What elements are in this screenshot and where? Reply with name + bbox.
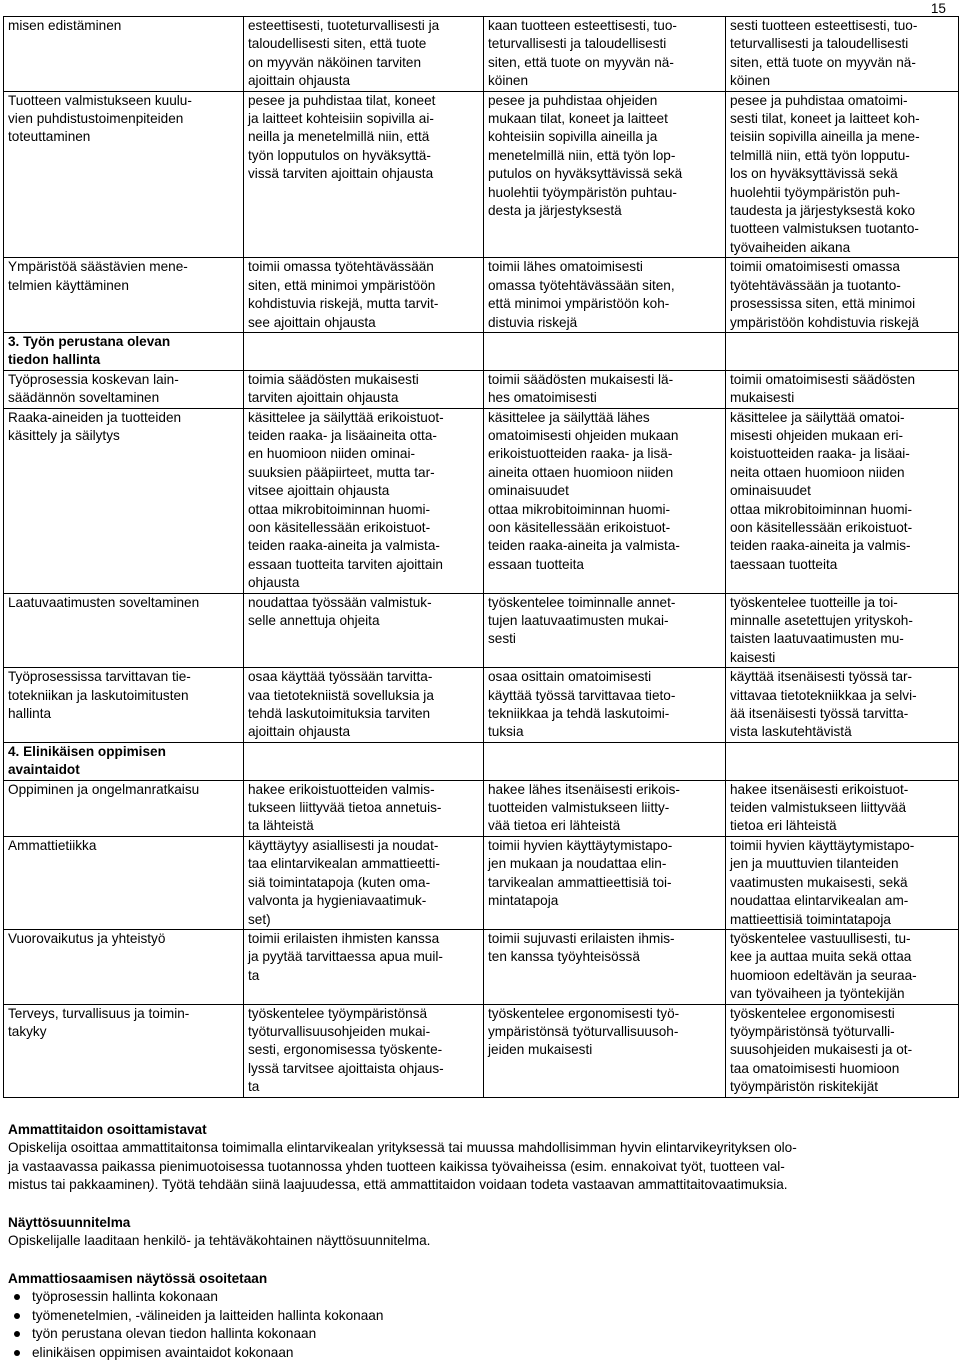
empty-cell	[484, 742, 726, 780]
table-row	[4, 593, 959, 668]
page-number: 15	[930, 1, 946, 16]
nayttosuunnitelma-heading: Näyttösuunnitelma	[8, 1215, 131, 1230]
list-item: työmenetelmien, -välineiden ja laitteiden hallinta kokonaan	[28, 1307, 948, 1325]
level-3-cell: käsittelee ja säilyttää omatoi- misesti ohjeiden mukaan eri- koistuotteiden raaka- ja lisäai- neita ottaen huomioon niiden ominaisuudet ottaa mikrobitoiminnan huomi- oon käsitellessään erikoistuot- teiden raaka-aineita ja valmis- taessaan tuotteita	[726, 408, 959, 593]
level-2-cell: työskentelee toiminnalle annet- tujen laatuvaatimusten mukai- sesti	[484, 593, 726, 668]
level-3-cell: hakee itsenäisesti erikoistuot- teiden valmistukseen liittyvää tietoa eri lähteistä	[726, 780, 959, 836]
criterion-cell: Laatuvaatimusten soveltaminen	[4, 593, 244, 668]
level-3-cell: työskentelee tuotteille ja toi- minnalle asetettujen yrityskoh- taisten laatuvaatimusten mu- kaisesti	[726, 593, 959, 668]
criterion-cell: Oppiminen ja ongelmanratkaisu	[4, 780, 244, 836]
level-2-cell: pesee ja puhdistaa ohjeiden mukaan tilat, koneet ja laitteet kohteisiin sopivilla aineilla ja menetelmillä niin, että työn lop- putulos on hyväksyttävissä sekä huolehtii työympäristön puhtau- desta ja järjestyksestä	[484, 91, 726, 258]
level-3-cell: pesee ja puhdistaa omatoimi- sesti tilat, koneet ja laitteet koh- teisiin sopivilla aineilla ja mene- telmillä niin, että työn lopputu- los on hyväksyttävissä sekä huolehtii työympäristön puh- taudesta ja järjestyksestä koko tuotteen valmistuksen tuotanto- työvaiheiden aikana	[726, 91, 959, 258]
level-3-cell: työskentelee vastuullisesti, tu- kee ja auttaa muita sekä ottaa huomioon edeltävän ja seuraa- van työvaiheen ja työntekijän	[726, 929, 959, 1004]
level-3-cell: sesti tuotteen esteettisesti, tuo- teturvallisesti ja taloudellisesti siten, että tuote on myyvän nä- köinen	[726, 17, 959, 92]
list-item: työprosessin hallinta kokonaan	[28, 1288, 948, 1306]
level-2-cell: toimii sujuvasti erilaisten ihmis- ten kanssa työyhteisössä	[484, 929, 726, 1004]
empty-cell	[244, 742, 484, 780]
osoittamistavat-section	[8, 1121, 948, 1195]
level-1-cell: esteettisesti, tuoteturvallisesti ja taloudellisesti siten, että tuote on myyvän näköinen tarviten ajoittain ohjausta	[244, 17, 484, 92]
level-2-cell: toimii hyvien käyttäytymistapo- jen mukaan ja noudattaa elin- tarvikealan ammattieettisiä toi- mintatapoja	[484, 836, 726, 929]
table-row	[4, 370, 959, 408]
osoittamistavat-heading: Ammattitaidon osoittamistavat	[8, 1122, 207, 1137]
level-1-cell: käyttäytyy asiallisesti ja noudat- taa elintarvikealan ammattieetti- siä toimintatapoja (kuten oma- valvonta ja hygieniavaatimuk- set)	[244, 836, 484, 929]
table-row	[4, 17, 959, 92]
osoittamistavat-text-b: . Työtä tehdään siinä laajuudessa, että ammattitaidon voidaan todeta vastaavan ammattitaitovaatimuksia.	[154, 1177, 788, 1193]
empty-cell	[726, 332, 959, 370]
section-title: 4. Elinikäisen oppimisen avaintaidot	[4, 742, 244, 780]
section-title: 3. Työn perustana olevan tiedon hallinta	[4, 332, 244, 370]
empty-cell	[244, 332, 484, 370]
list-item: elinikäisen oppimisen avaintaidot kokonaan	[28, 1344, 948, 1362]
level-2-cell: hakee lähes itsenäisesti erikois- tuotteiden valmistukseen liitty- vää tietoa eri lähteistä	[484, 780, 726, 836]
criterion-cell: Vuorovaikutus ja yhteistyö	[4, 929, 244, 1004]
level-3-cell: työskentelee ergonomisesti työympäristönsä työturvalli- suusohjeiden mukaisesti ja ot- taa omatoimisesti huomioon työympäristön riskitekijät	[726, 1004, 959, 1097]
table-row	[4, 258, 959, 333]
table-row	[4, 780, 959, 836]
empty-cell	[484, 332, 726, 370]
level-2-cell: kaan tuotteen esteettisesti, tuo- teturvallisesti ja taloudellisesti siten, että tuote on myyvän nä- köinen	[484, 17, 726, 92]
level-1-cell: käsittelee ja säilyttää erikoistuot- teiden raaka- ja lisäaineita otta- en huomioon niiden ominai- suuksien pääpiirteet, mutta tar- vitsee ajoittain ohjausta ottaa mikrobitoiminnan huomi- oon käsitellessään erikoistuot- teiden raaka-aineita ja valmista- essaan tuotteita tarviten ajoittain ohjausta	[244, 408, 484, 593]
table-row	[4, 668, 959, 743]
level-2-cell: toimii säädösten mukaisesti lä- hes omatoimisesti	[484, 370, 726, 408]
level-3-cell: toimii hyvien käyttäytymistapo- jen ja muuttuvien tilanteiden vaatimusten mukaisesti, sekä noudattaa elintarvikealan am- mattieettisiä toimintatapoja	[726, 836, 959, 929]
osoittamistavat-text-a: Opiskelija osoittaa ammattitaitonsa toimimalla elintarvikealan yrityksessä tai muussa mahdollisimman hyvin elintarvikeyrityksen olo- ja vastaavassa paikassa pienimuotoisessa tuotannossa yhden tuotteen kaikissa työvaiheissa (esim. ennakoivat työt, tuotteen val- mistus tai pakkaaminen	[8, 1140, 797, 1193]
nayttosuunnitelma-section	[8, 1214, 948, 1251]
section-row	[4, 742, 959, 780]
criterion-cell: Ammattietiikka	[4, 836, 244, 929]
osaaminen-section	[8, 1270, 948, 1362]
level-1-cell: hakee erikoistuotteiden valmis- tukseen liittyvää tietoa annetuis- ta lähteistä	[244, 780, 484, 836]
list-item: työn perustana olevan tiedon hallinta kokonaan	[28, 1325, 948, 1343]
table-row	[4, 408, 959, 593]
criterion-cell: Terveys, turvallisuus ja toimin- takyky	[4, 1004, 244, 1097]
level-2-cell: työskentelee ergonomisesti työ- ympäristönsä työturvallisuusoh- jeiden mukaisesti	[484, 1004, 726, 1097]
criterion-cell: misen edistäminen	[4, 17, 244, 92]
level-1-cell: noudattaa työssään valmistuk- selle annettuja ohjeita	[244, 593, 484, 668]
level-1-cell: toimii omassa työtehtävässään siten, että minimoi ympäristöön kohdistuvia riskejä, mutta tarvit- see ajoittain ohjausta	[244, 258, 484, 333]
level-1-cell: toimia säädösten mukaisesti tarviten ajoittain ohjausta	[244, 370, 484, 408]
criterion-cell: Tuotteen valmistukseen kuulu- vien puhdistustoimenpiteiden toteuttaminen	[4, 91, 244, 258]
table-row	[4, 91, 959, 258]
level-2-cell: toimii lähes omatoimisesti omassa työtehtävässään siten, että minimoi ympäristöön koh- distuvia riskejä	[484, 258, 726, 333]
table-row	[4, 836, 959, 929]
criteria-table	[3, 16, 959, 1098]
osoittamistavat-text	[8, 1139, 948, 1194]
criterion-cell: Ympäristöä säästävien mene- telmien käyttäminen	[4, 258, 244, 333]
nayttosuunnitelma-text: Opiskelijalle laaditaan henkilö- ja tehtäväkohtainen näyttösuunnitelma.	[8, 1233, 431, 1249]
level-1-cell: osaa käyttää työssään tarvitta- vaa tietotekniistä sovelluksia ja tehdä laskutoimituksia tarviten ajoittain ohjausta	[244, 668, 484, 743]
table-row	[4, 1004, 959, 1097]
osaaminen-heading: Ammattiosaamisen näytössä osoitetaan	[8, 1271, 268, 1286]
level-2-cell: käsittelee ja säilyttää lähes omatoimisesti ohjeiden mukaan erikoistuotteiden raaka- ja lisä- aineita ottaen huomioon niiden ominaisuudet ottaa mikrobitoiminnan huomi- oon käsitellessään erikoistuot- teiden raaka-aineita ja valmista- essaan tuotteita	[484, 408, 726, 593]
level-1-cell: toimii erilaisten ihmisten kanssa ja pyytää tarvittaessa apua muil- ta	[244, 929, 484, 1004]
level-3-cell: toimii omatoimisesti säädösten mukaisesti	[726, 370, 959, 408]
criterion-cell: Raaka-aineiden ja tuotteiden käsittely ja säilytys	[4, 408, 244, 593]
table-row	[4, 929, 959, 1004]
level-1-cell: työskentelee työympäristönsä työturvallisuusohjeiden mukai- sesti, ergonomisessa työskente- lyssä tarvitsee ajoittaista ohjaus- ta	[244, 1004, 484, 1097]
empty-cell	[726, 742, 959, 780]
criterion-cell: Työprosessissa tarvittavan tie- totekniikan ja laskutoimitusten hallinta	[4, 668, 244, 743]
level-3-cell: käyttää itsenäisesti työssä tar- vittavaa tietotekniikkaa ja selvi- ää itsenäisesti työssä tarvitta- vista laskutehtävistä	[726, 668, 959, 743]
level-3-cell: toimii omatoimisesti omassa työtehtävässään ja tuotanto- prosessissa siten, että minimoi ympäristöön kohdistuvia riskejä	[726, 258, 959, 333]
level-1-cell: pesee ja puhdistaa tilat, koneet ja laitteet kohteisiin sopivilla ai- neilla ja menetelmillä niin, että työn lopputulos on hyväksyttä- vissä tarviten ajoittain ohjausta	[244, 91, 484, 258]
osaaminen-list	[8, 1288, 948, 1362]
level-2-cell: osaa osittain omatoimisesti käyttää työssä tarvittavaa tieto- tekniikkaa ja tehdä laskutoimi- tuksia	[484, 668, 726, 743]
criterion-cell: Työprosessia koskevan lain- säädännön soveltaminen	[4, 370, 244, 408]
section-row	[4, 332, 959, 370]
osoittamistavat-text-italic: )	[150, 1177, 155, 1193]
